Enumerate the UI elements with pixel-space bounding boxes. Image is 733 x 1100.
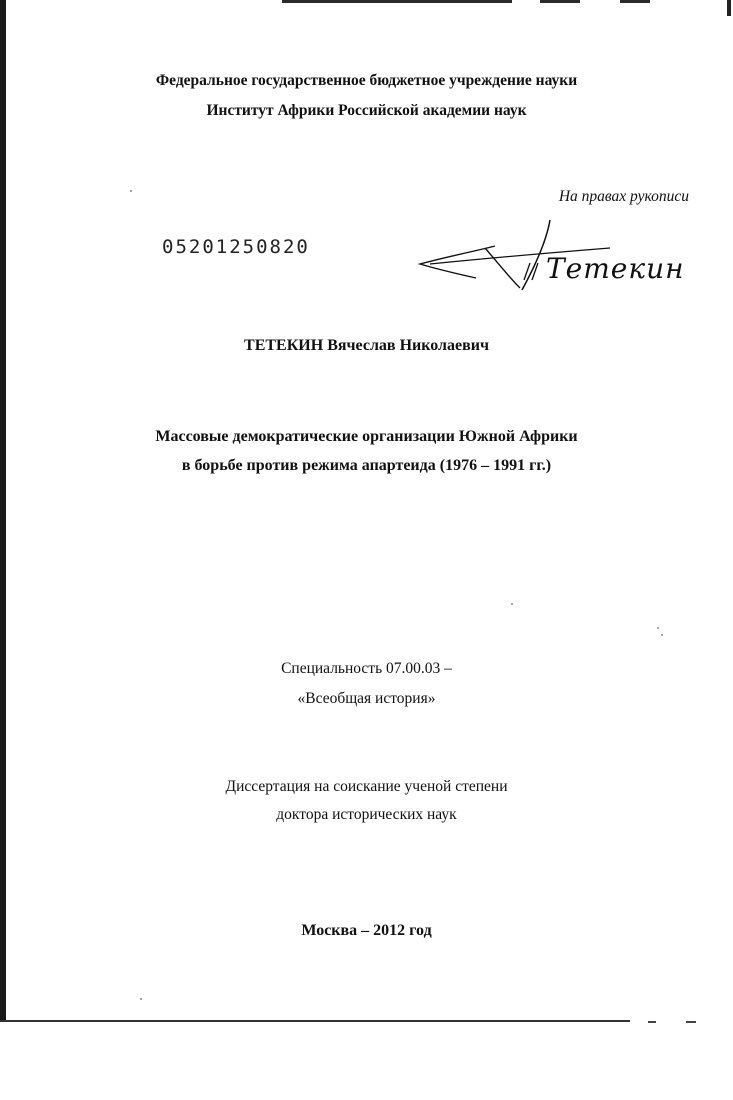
stamp-number: 05201250820	[162, 236, 310, 258]
degree-line-2: доктора исторических наук	[276, 806, 457, 823]
scan-dot	[661, 634, 663, 636]
specialty-line-2: «Всеобщая история»	[297, 690, 436, 707]
scan-bottom-dash	[648, 1021, 656, 1023]
scan-dot	[140, 998, 142, 1000]
scan-dot	[657, 627, 659, 629]
specialty-line-1: Специальность 07.00.03 –	[281, 660, 452, 677]
title-line-1: Массовые демократические организации Южной Африки	[155, 428, 578, 445]
scan-top-mark-2	[540, 0, 580, 3]
institution-line-1: Федеральное государственное бюджетное учреждение науки	[155, 72, 578, 89]
author-name: ТЕТЕКИН Вячеслав Николаевич	[244, 337, 489, 354]
manuscript-note: На правах рукописи	[558, 188, 689, 205]
institution-line-2: Институт Африки Российской академии наук	[206, 102, 527, 119]
scan-bottom-dash-2	[686, 1021, 696, 1023]
scan-dot	[130, 190, 132, 192]
handwritten-signature	[410, 218, 690, 298]
scan-top-mark	[282, 0, 512, 3]
scan-top-mark-3	[620, 0, 650, 3]
scan-right-speck	[727, 0, 731, 16]
signature-text: Тетекин	[546, 252, 685, 285]
degree-line-1: Диссертация на соискание ученой степени	[225, 778, 508, 795]
scan-bottom-line	[0, 1020, 630, 1022]
scan-dot	[511, 603, 513, 605]
scan-left-edge	[0, 0, 6, 1020]
title-line-2: в борьбе против режима апартеида (1976 – 1991 гг.)	[181, 457, 552, 474]
city-year: Москва – 2012 год	[301, 922, 432, 939]
